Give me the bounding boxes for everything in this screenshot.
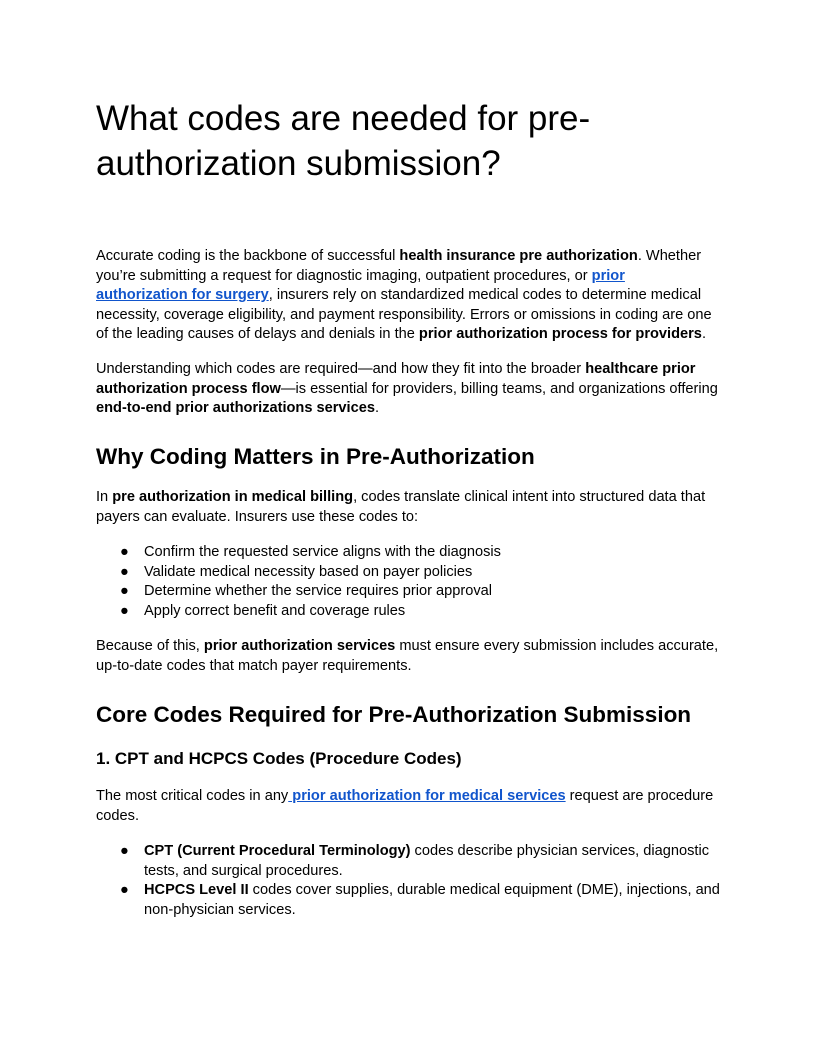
understanding-paragraph: Understanding which codes are required—and how they fit into the broader healthcare prior authorization process flow—is essential for providers, billing teams, and organizations offering end-to-end prior authorizations services. bbox=[96, 361, 718, 416]
keyword: prior authorization process for providers bbox=[418, 326, 702, 342]
keyword: prior authorization services bbox=[203, 638, 396, 654]
keyword: end-to-end prior authorizations services bbox=[96, 400, 375, 416]
section-heading-core-codes: Core Codes Required for Pre-Authorization Submission bbox=[96, 702, 692, 727]
procedure-codes-list bbox=[96, 842, 720, 920]
link-prior-authorization-for-medical-services[interactable]: prior authorization for medical services bbox=[288, 788, 566, 804]
bullet-icon: ● bbox=[120, 583, 129, 599]
subheading-cpt-hcpcs: 1. CPT and HCPCS Codes (Procedure Codes) bbox=[96, 749, 462, 768]
because-paragraph: Because of this, prior authorization services must ensure every submission includes accurate, up-to-date codes that match payer requirements. bbox=[96, 638, 719, 674]
list-item: ● Confirm the requested service aligns with the diagnosis bbox=[96, 543, 720, 563]
link-prior-authorization-for-surgery[interactable]: prior authorization for surgery bbox=[96, 267, 625, 303]
bullet-icon: ● bbox=[120, 544, 129, 560]
insurer-uses-list bbox=[96, 543, 720, 621]
bullet-icon: ● bbox=[120, 602, 129, 619]
keyword: health insurance pre authorization bbox=[399, 248, 638, 264]
list-item: ● HCPCS Level II codes cover supplies, durable medical equipment (DME), injections, and non-physician services. bbox=[120, 882, 720, 918]
bullet-icon: ● bbox=[120, 882, 129, 898]
list-item: ● Determine whether the service requires prior approval bbox=[96, 582, 720, 602]
list-item: ● CPT (Current Procedural Terminology) codes describe physician services, diagnostic tests, and surgical procedures. bbox=[120, 843, 710, 879]
intro-paragraph: Accurate coding is the backbone of successful health insurance pre authorization. Whether you’re submitting a request for diagnostic imaging, outpatient procedures, or prior authorization for surgery, insurers rely on standardized medical codes to determine medical necessity, coverage eligibility, and payment responsibility. Errors or omissions in coding are one of the leading causes of delays and denials in the prior authorization process for providers. bbox=[96, 248, 712, 342]
keyword: pre authorization in medical billing bbox=[112, 489, 354, 505]
list-item: ● Validate medical necessity based on payer policies bbox=[96, 563, 720, 583]
bullet-icon: ● bbox=[120, 563, 129, 580]
list-item: ● Apply correct benefit and coverage rules bbox=[96, 602, 720, 622]
keyword: healthcare prior authorization process flow bbox=[96, 361, 696, 397]
why-coding-paragraph: In pre authorization in medical billing, codes translate clinical intent into structured data that payers can evaluate. Insurers use these codes to: bbox=[96, 489, 706, 525]
section-heading-why-coding: Why Coding Matters in Pre-Authorization bbox=[96, 444, 535, 469]
page-title: What codes are needed for pre-authorization submission? bbox=[96, 99, 591, 183]
procedure-codes-paragraph: The most critical codes in any prior authorization for medical services request are procedure codes. bbox=[96, 788, 714, 824]
bullet-icon: ● bbox=[120, 843, 129, 859]
